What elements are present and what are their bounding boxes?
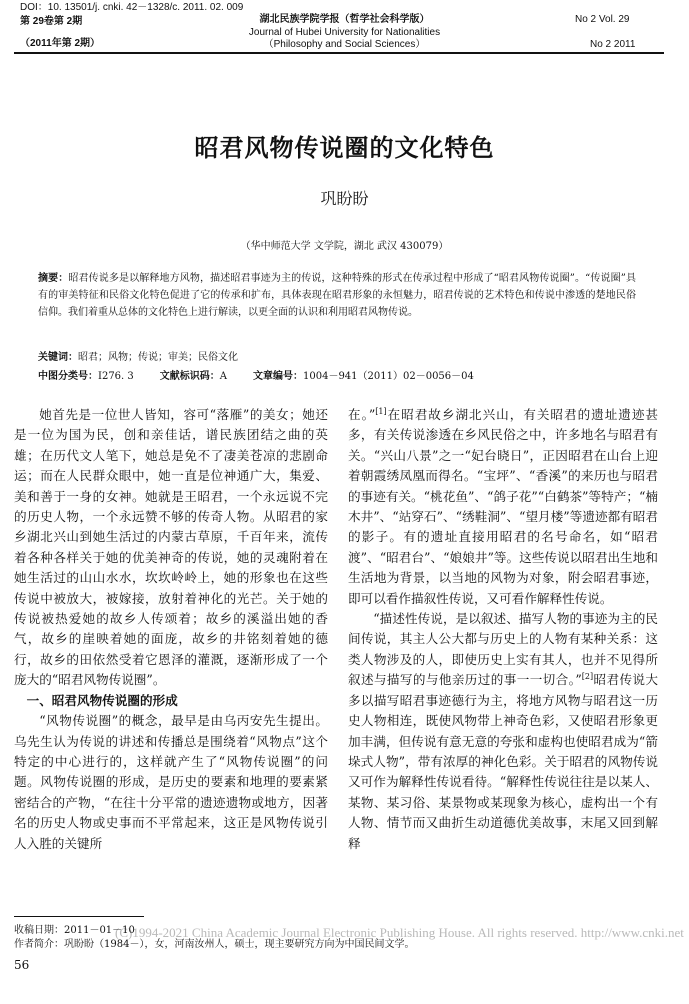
footnote-rule	[14, 916, 144, 917]
keywords-label: 关键词：	[38, 352, 78, 363]
paragraph: 她首先是一位世人皆知，容可“落雁”的美女；她还是一位为国为民，创和亲佳话，谱民族团结之曲的英雄；在历代文人笔下，她总是免不了凄美苍凉的悲剧命运；而在人民群众眼中，她一直是位神通广大，集爱、美和善于一身的女神。她就是王昭君，一个永远说不完的历史人物，一个永远赞不够的传奇人物。从昭君的家乡湖北兴山到她生活过的内蒙古草原，千百年来，流传着各种各样关于她的优美神奇的传说，她的灵魂附着在她生活过的山山水水，坎坎岭岭上，她的形象也在这些传说中被放大，被嫁接，放射着神化的光芒。关于她的传说被热爱她的故乡人传颂着；故乡的溪溢出她的香气，故乡的崖映着她的面庞，故乡的井铭刻着她的德行，故乡的田依然受着它恩泽的灌溉，逐渐形成了一个庞大的“昭君风物传说圈”。	[14, 407, 328, 688]
received-date: 收稿日期：2011－01－10	[14, 925, 135, 936]
paragraph-text: “描述性传说，是以叙述、描写人物的事迹为主的民间传说，其主人公大都与历史上的人物有某种关系：这类人物涉及的人，即使历史上实有其人，也并不见得所叙述与描写的与他亲历过的事一一切合。”	[348, 611, 658, 688]
paragraph-text: 在。”	[348, 407, 376, 422]
doc-code-value: A	[219, 371, 227, 382]
page-number: 56	[14, 958, 30, 972]
abstract-label: 摘要：	[38, 273, 69, 284]
issue-en: No 2 2011	[590, 39, 636, 50]
clc-value: I276. 3	[98, 371, 134, 382]
body-left-column	[14, 405, 328, 854]
volume-issue-cn: 第 29卷第 2期	[20, 16, 83, 27]
watermark: (C)1994-2021 China Academic Journal Electronic Publishing House. All rights reserved. http://www.cnki.net	[115, 925, 684, 940]
keywords-text: 昭君；风物；传说；审美；民俗文化	[78, 352, 238, 363]
citation-ref: [1]	[375, 406, 387, 416]
abstract	[38, 270, 636, 321]
body-right-column	[348, 405, 658, 854]
article-no-label: 文章编号：	[253, 371, 303, 382]
author-bio: 作者简介：巩盼盼（1984－），女，河南汝州人，硕士，现主要研究方向为中国民间文学。	[14, 939, 415, 950]
abstract-text: 昭君传说多是以解释地方风物，描述昭君事迹为主的传说，这种特殊的形式在传承过程中形成了“昭君风物传说圈”。“传说圈”具有的审美特征和民俗文化特色促进了它的传承和扩布，具体表现在昭君形象的永恒魅力，昭君传说的艺术特色和传说中渗透的楚地民俗信仰。我们着重从总体的文化特色上进行解读，以更全面的认识和利用昭君风物传说。	[38, 273, 637, 318]
paragraph	[348, 405, 658, 609]
header-rule	[14, 52, 664, 54]
clc-label: 中图分类号：	[38, 371, 98, 382]
section-heading: 一、昭君风物传说圈的形成	[26, 692, 178, 708]
paragraph-text: 在昭君故乡湖北兴山，有关昭君的遗址遗迹甚多，有关传说渗透在乡风民俗之中，许多地名与昭君有关。“兴山八景”之一“妃台晓日”，正因昭君在山台上迎着朝霞绣凤凰而得名。“宝坪”、“香溪”的来历也与昭君的事迹有关。“桃花鱼”、“鸽子花”“白鹤茶”等特产；“楠木井”、“站穿石”、“绣鞋洞”、“望月楼”等遗迹都有昭君的影子。有的遗址直接用昭君的名号命名，如“昭君渡”、“昭君台”、“娘娘井”等。这些传说以昭君出生地和生活地为背景，以当地的风物为对象，附会昭君事迹，即可以看作描叙性传说，又可看作解释性传说。	[348, 407, 659, 606]
keywords	[38, 349, 636, 366]
author-name: 巩盼盼	[320, 189, 369, 208]
doc-code-label: 文献标识码：	[159, 371, 220, 382]
volume-en: No 2 Vol. 29	[575, 14, 630, 25]
journal-title-en: Journal of Hubei University for Nationalities	[248, 27, 441, 38]
paragraph: “风物传说圈”的概念，最早是由乌丙安先生提出。乌先生认为传说的讲述和传播总是围绕着“风物点”这个特定的中心进行的，这样就产生了“风物传说圈”的问题。风物传说圈的形成，是历史的要素和地理的要素紧密结合的产物，“在往十分平常的遗迹遗物或地方，因著名的历史人物或史事而不平常起来，这正是风物传说引人入胜的关键所	[14, 713, 328, 851]
paragraph-text: 昭君传说大多以描写昭君事迹德行为主，将地方风物与昭君这一历史人物相连，既使风物带上神奇色彩，又使昭君形象更加丰满，但传说有意无意的夸张和虚构也使昭君成为“箭垛式人物”，带有浓厚的神化色彩。关于昭君的风物传说又可作为解释性传说看待。“解释性传说往往是以某人、某物、某习俗、某景物或某现象为核心，虚构出一个有人物、情节而又曲折生动道德优美故事，末尾又回到解释	[348, 672, 659, 851]
paragraph	[348, 609, 658, 854]
affiliation: （华中师范大学 文学院，湖北 武汉 430079）	[240, 241, 449, 252]
journal-subtitle-en: （Philosophy and Social Sciences）	[263, 39, 426, 50]
doi: DOI：10. 13501/j. cnki. 42－1328/c. 2011. 02. 009	[20, 2, 244, 13]
classification-line	[38, 368, 636, 385]
citation-ref: [2]	[581, 672, 594, 682]
article-no-value: 1004－941（2011）02－0056－04	[303, 371, 474, 382]
year-issue-cn: （2011年第 2期）	[20, 38, 101, 49]
article-title: 昭君风物传说圈的文化特色	[194, 134, 495, 162]
journal-title-cn: 湖北民族学院学报（哲学社会科学版）	[259, 14, 430, 25]
